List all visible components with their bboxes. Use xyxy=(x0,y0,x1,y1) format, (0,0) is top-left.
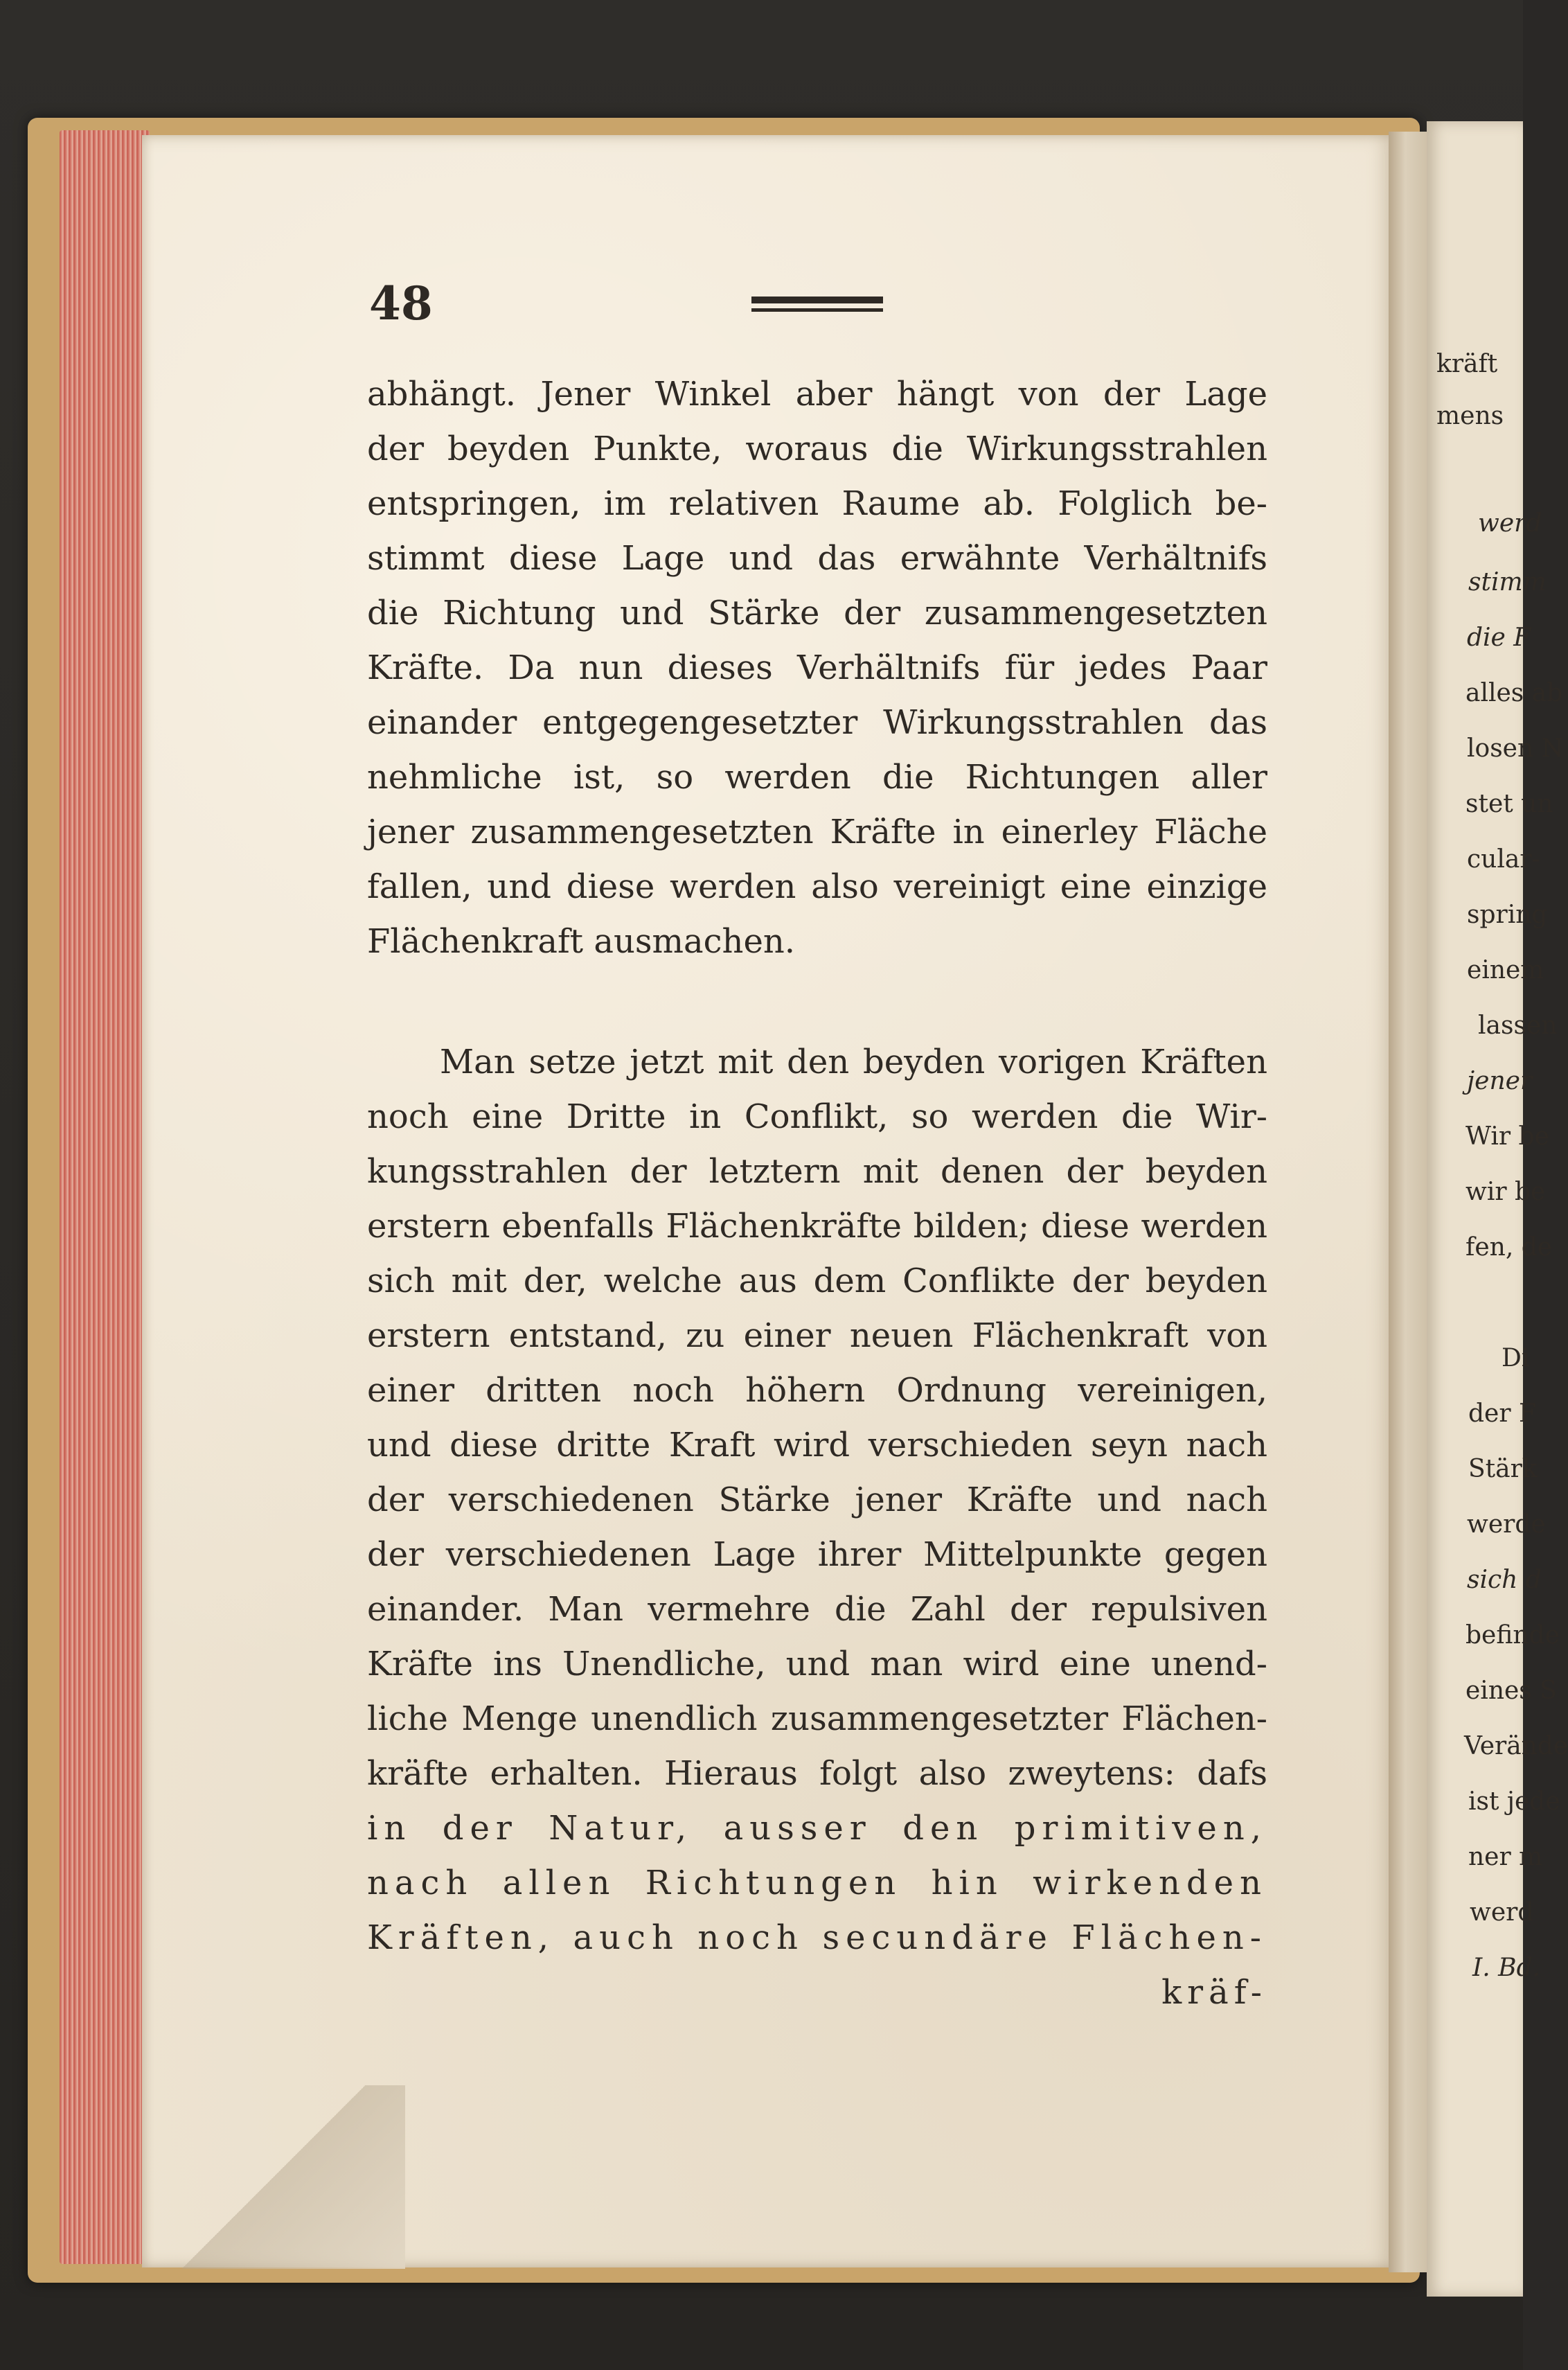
fragment: der F xyxy=(1468,1399,1536,1428)
fragment: sich d xyxy=(1467,1566,1542,1594)
text-line: der beyden Punkte, woraus die Wirkungsstrahlen xyxy=(367,430,1267,468)
fragment: werd xyxy=(1478,509,1542,538)
fragment: losen N xyxy=(1467,734,1564,763)
fragment: cular- xyxy=(1467,845,1540,874)
fragment: werd xyxy=(1470,1898,1534,1927)
paragraph-gap xyxy=(367,969,1267,1035)
text-line: sich mit der, welche aus dem Conflikte der beyden xyxy=(367,1262,1267,1300)
fragment: eines S xyxy=(1465,1677,1557,1705)
book-gutter xyxy=(1389,132,1430,2272)
fragment: alles ab xyxy=(1465,679,1563,707)
page-corner-fold xyxy=(142,2085,405,2269)
text-line: entspringen, im relativen Raume ab. Folglich be- xyxy=(367,484,1267,523)
text-line: einer dritten noch höhern Ordnung vereinigen, xyxy=(367,1371,1267,1410)
right-page-fragments xyxy=(1427,121,1568,2297)
page-edges xyxy=(60,130,150,2264)
text-line-spaced: in der Natur, ausser den primitiven, xyxy=(367,1809,1267,1848)
text-line: Man setze jetzt mit den beyden vorigen Kräften xyxy=(440,1043,1267,1081)
text-line: fallen, und diese werden also vereinigt eine einzige xyxy=(367,867,1267,906)
fragment: Stärk xyxy=(1468,1455,1538,1483)
fragment: ist jede xyxy=(1468,1787,1560,1816)
fragment: stet un xyxy=(1465,790,1553,818)
paragraph-1 xyxy=(367,367,1267,969)
fragment: Wir be xyxy=(1465,1122,1549,1151)
fragment: einem xyxy=(1467,956,1544,984)
text-line: noch eine Dritte in Conflikt, so werden die Wir- xyxy=(367,1097,1267,1136)
fragment: jener xyxy=(1467,1067,1533,1095)
text-line: Flächenkraft ausmachen. xyxy=(367,922,796,961)
text-line-spaced: Kräften, auch noch secundäre Flächen- xyxy=(367,1918,1267,1957)
fragment: stimm xyxy=(1468,568,1547,596)
text-line: und diese dritte Kraft wird verschieden seyn nach xyxy=(367,1426,1267,1465)
header-rule-thin xyxy=(751,308,883,312)
right-page-edge xyxy=(1427,121,1568,2297)
fragment: befinde xyxy=(1465,1621,1560,1650)
text-line: Kräfte. Da nun dieses Verhältnifs für jedes Paar xyxy=(367,648,1267,687)
text-line: erstern ebenfalls Flächenkräfte bilden; diese werden xyxy=(367,1207,1267,1246)
fragment: wir be xyxy=(1465,1178,1546,1206)
fragment: Verände xyxy=(1464,1732,1568,1760)
fragment: Di xyxy=(1502,1344,1530,1372)
fragment: fen, de xyxy=(1465,1233,1553,1262)
body-text xyxy=(367,367,1267,2020)
text-line: die Richtung und Stärke der zusammengesetzten xyxy=(367,594,1267,633)
fragment: kräft xyxy=(1436,350,1498,378)
fragment: mens xyxy=(1436,402,1504,430)
catchword: kräf- xyxy=(1161,1973,1267,2012)
text-line: einander entgegengesetzter Wirkungsstrahlen das xyxy=(367,703,1267,742)
text-line: Kräfte ins Unendliche, und man wird eine unend- xyxy=(367,1645,1267,1683)
page-number: 48 xyxy=(369,276,433,330)
text-line: kungsstrahlen der letztern mit denen der beyden xyxy=(367,1152,1267,1191)
text-line: erstern entstand, zu einer neuen Flächenkraft von xyxy=(367,1316,1267,1355)
text-line: stimmt diese Lage und das erwähnte Verhältnifs xyxy=(367,539,1267,578)
fragment: werde xyxy=(1467,1510,1546,1539)
paragraph-2 xyxy=(367,1035,1267,2020)
fragment: die F xyxy=(1467,624,1531,652)
text-line: liche Menge unendlich zusammengesetzter Flächen- xyxy=(367,1699,1267,1738)
text-line: kräfte erhalten. Hieraus folgt also zweytens: dafs xyxy=(367,1754,1267,1793)
text-line: der verschiedenen Stärke jener Kräfte und nach xyxy=(367,1480,1267,1519)
text-line: einander. Man vermehre die Zahl der repulsiven xyxy=(367,1590,1267,1629)
fragment: I. Bd. xyxy=(1472,1954,1541,1982)
fragment: lassen xyxy=(1478,1011,1558,1040)
text-line: jener zusammengesetzten Kräfte in einerley Fläche xyxy=(367,813,1267,851)
fragment: ner m xyxy=(1468,1843,1543,1871)
text-line: nehmliche ist, so werden die Richtungen aller xyxy=(367,758,1267,797)
text-line-spaced: nach allen Richtungen hin wirkenden xyxy=(367,1864,1267,1902)
fragment: spring xyxy=(1467,901,1548,929)
header-rule xyxy=(751,297,883,315)
text-line: der verschiedenen Lage ihrer Mittelpunkte gegen xyxy=(367,1535,1267,1574)
text-line: abhängt. Jener Winkel aber hängt von der Lage xyxy=(367,375,1267,414)
header-rule-thick xyxy=(751,297,883,303)
